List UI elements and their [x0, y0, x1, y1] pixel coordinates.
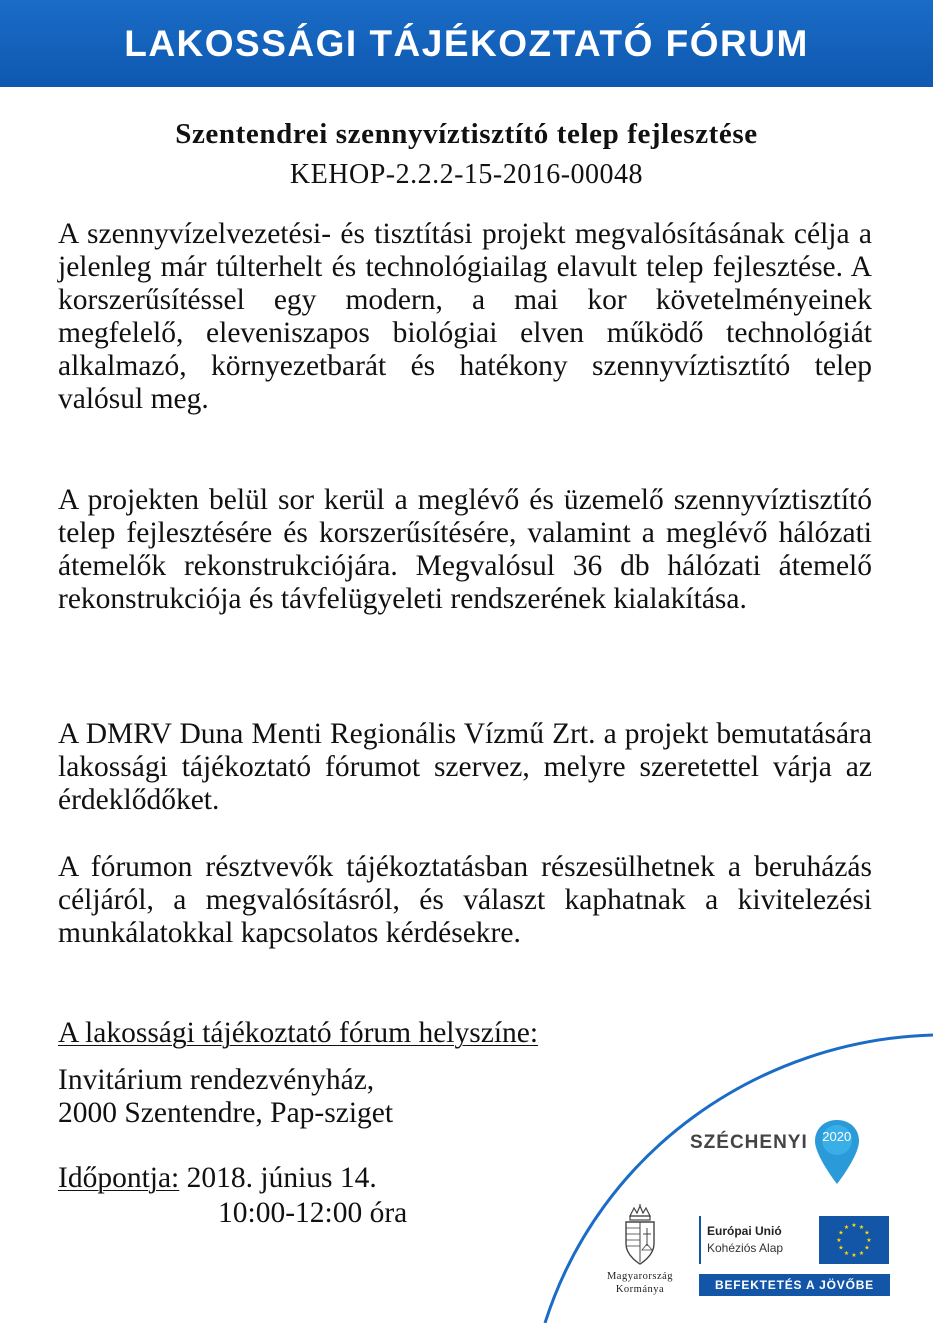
venue-heading: A lakossági tájékoztató fórum helyszíne:	[58, 1017, 539, 1049]
eu-star: ★	[858, 1250, 865, 1258]
venue-name: Invitárium rendezvényház,	[58, 1064, 375, 1096]
project-code: KEHOP-2.2.2-15-2016-00048	[289, 159, 644, 190]
event-date: 2018. június 14.	[186, 1162, 377, 1194]
eu-fund-label: Kohéziós Alap	[707, 1241, 784, 1255]
paragraph-1: A szennyvízelvezetési- és tisztítási projekt megvalósításának célja a jelenleg már túlterhelt és technológiailag elavult telep fejlesztése. A korszerűsítéssel egy modern, a mai kor követelményeinek megfelelő, eleveniszapos biológiai elven működő technológiát alkalmazó, környezetbarát és hatékony szennyvíztisztító telep valósul meg.	[58, 218, 872, 415]
eu-label: Európai Unió	[707, 1224, 782, 1238]
event-time: 10:00-12:00 óra	[218, 1197, 408, 1229]
paragraph-3: A DMRV Duna Menti Regionális Vízmű Zrt. a projekt bemutatására lakossági tájékoztató fórumot szervez, melyre szeretettel várja az érdeklődőket.	[58, 718, 872, 816]
eu-star: ★	[864, 1244, 870, 1252]
paragraph-4: A fórumon résztvevők tájékoztatásban részesülhetnek a beruházás céljáról, a megvalósításról, és választ kaphatnak a kivitelezési munkálatokkal kapcsolatos kérdésekre.	[58, 851, 872, 949]
eu-star: ★	[843, 1224, 850, 1232]
eu-star: ★	[836, 1237, 842, 1245]
coat-of-arms-icon	[620, 1204, 660, 1270]
date-block	[58, 1162, 377, 1195]
paragraph-2: A projekten belül sor kerül a meglévő és üzemelő szennyvíztisztító telep fejlesztésére és korszerűsítésére, valamint a meglévő hálózati átemelők rekonstrukciójára. Megvalósul 36 db hálózati átemelő rekonstrukciója és távfelügyeleti rendszerének kialakítása.	[58, 484, 872, 615]
eu-star: ★	[851, 1252, 857, 1260]
government-logo-text	[584, 1270, 696, 1296]
eu-star: ★	[866, 1237, 872, 1245]
venue-address: 2000 Szentendre, Pap-sziget	[58, 1097, 394, 1129]
header-title: LAKOSSÁGI TÁJÉKOZTATÓ FÓRUM	[124, 22, 809, 64]
szechenyi-wordmark: SZÉCHENYI	[690, 1132, 808, 1153]
venue-block	[58, 1064, 393, 1130]
eu-star: ★	[843, 1250, 850, 1258]
eu-star: ★	[858, 1224, 865, 1232]
eu-divider	[699, 1216, 701, 1264]
government-line-1: Magyarország	[606, 1271, 674, 1282]
szechenyi-year: 2020	[822, 1129, 852, 1144]
document-title: Szentendrei szennyvíztisztító telep fejlesztése	[175, 118, 758, 150]
date-label: Időpontja:	[58, 1162, 180, 1194]
invest-banner: BEFEKTETÉS A JÖVŐBE	[699, 1274, 890, 1296]
eu-star: ★	[864, 1229, 870, 1237]
eu-star: ★	[838, 1244, 844, 1252]
eu-flag-icon	[819, 1216, 889, 1264]
eu-star: ★	[851, 1222, 857, 1230]
government-line-2: Kormánya	[615, 1284, 665, 1295]
eu-star: ★	[838, 1229, 844, 1237]
szechenyi-logo	[690, 1118, 862, 1188]
header-banner	[0, 0, 933, 87]
szechenyi-pin-icon	[812, 1118, 862, 1186]
